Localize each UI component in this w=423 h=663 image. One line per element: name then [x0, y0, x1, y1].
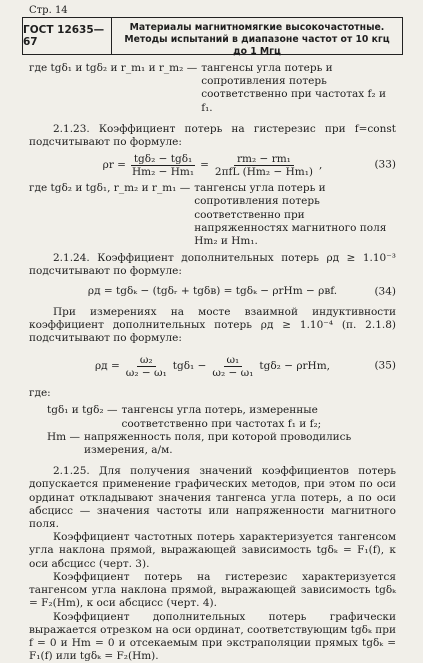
- definition-term: tgδ₁ и tgδ₂ —: [47, 404, 121, 430]
- page-content: [29, 62, 396, 663]
- definition-text: тангенсы угла потерь и сопротивления потерь соответственно при частотах f₂ и f₁.: [201, 62, 396, 115]
- formula-lhs: ρr =: [103, 159, 126, 172]
- denominator: Hm₂ − Hm₁: [129, 166, 197, 178]
- formula-lhs: ρд =: [95, 360, 120, 373]
- standard-title: Материалы магнитномягкие высокочастотные. Методы испытаний в диапазоне частот от 10 кгц до 1 Мгц: [112, 18, 402, 54]
- definition-block: [29, 404, 396, 430]
- definition-block: [29, 62, 396, 115]
- section-2-1-25: 2.1.25. Для получения значений коэффициентов потерь допускается применение графических методов, при этом по оси ординат откладывают значения тангенса угла потерь, а по оси абсцисс — значения частоты или напряженности магнитного поля.: [29, 465, 396, 531]
- section-2-1-24: 2.1.24. Коэффициент дополнительных потерь ρд ≥ 1.10⁻³ подсчитывают по формуле:: [29, 252, 396, 278]
- section-2-1-23: 2.1.23. Коэффициент потерь на гистерезис при f=const подсчитывают по формуле:: [29, 123, 396, 149]
- definition-term: где tgδ₁ и tgδ₂ и r_m₁ и r_m₂ —: [29, 62, 201, 115]
- fraction: [123, 354, 170, 379]
- numerator: ω₂: [137, 354, 156, 367]
- document-header: [22, 17, 403, 55]
- definition-term: где tgδ₂ и tgδ₁, r_m₂ и r_m₁ —: [29, 182, 194, 248]
- where-label: где:: [29, 387, 396, 400]
- fraction: [129, 153, 197, 178]
- definition-block: [29, 182, 396, 248]
- definition-block: [29, 431, 396, 457]
- definition-text: тангенсы угла потерь, измеренные соответственно при частотах f₁ и f₂;: [121, 404, 396, 430]
- standard-code: ГОСТ 12635—67: [23, 18, 112, 54]
- paragraph-hysteresis-losses: Коэффициент потерь на гистерезис характеризуется тангенсом угла наклона прямой, выражающей зависимость tgδₖ = F₂(Hm), к оси абсцисс (черт. 4).: [29, 571, 396, 611]
- paragraph-additional-losses: Коэффициент дополнительных потерь графически выражается отрезком на оси ординат, соответствующим tgδₖ при f = 0 и Hm = 0 и отсекаемым при экстраполяции прямых tgδₖ = F₁(f) или tgδₖ = F₂(Hm).: [29, 611, 396, 663]
- equals-sign: =: [200, 159, 209, 172]
- formula-33: [29, 152, 396, 178]
- formula-tail: tgδ₂ − ρrHm,: [259, 360, 330, 373]
- numerator: ω₁: [224, 354, 243, 367]
- formula-number: (33): [374, 159, 396, 172]
- formula-number: (34): [374, 285, 396, 298]
- formula-body: ρд = tgδₖ − (tgδᵣ + tgδв) = tgδₖ − ρrHm − ρвf.: [88, 285, 337, 298]
- formula-35: [29, 353, 396, 379]
- formula-number: (35): [374, 360, 396, 373]
- definition-text: тангенсы угла потерь и сопротивления потерь соответственно при напряженностях магнитного поля Hm₂ и Hm₁.: [194, 182, 396, 248]
- fraction: [209, 354, 256, 379]
- definition-term: Hm —: [47, 431, 84, 457]
- formula-34: [29, 282, 396, 302]
- fraction: [212, 153, 316, 178]
- page-number: Стр. 14: [29, 5, 68, 16]
- denominator: ω₂ − ω₁: [123, 367, 170, 379]
- definition-text: напряженность поля, при которой проводились измерения, а/м.: [84, 431, 396, 457]
- numerator: rm₂ − rm₁: [234, 153, 294, 166]
- denominator: ω₂ − ω₁: [209, 367, 256, 379]
- paragraph-frequency-losses: Коэффициент частотных потерь характеризуется тангенсом угла наклона прямой, выражающей зависимость tgδₖ = F₁(f), к оси абсцисс (черт. 3).: [29, 531, 396, 571]
- formula-tail: ,: [319, 159, 322, 172]
- denominator: 2πfL (Hm₂ − Hm₁): [212, 166, 316, 178]
- numerator: tgδ₂ − tgδ₁: [131, 153, 195, 166]
- paragraph-mutual-inductance: При измерениях на мосте взаимной индуктивности коэффициент дополнительных потерь ρд ≥ 1.10⁻⁴ (п. 2.1.8) подсчитывают по формуле:: [29, 306, 396, 346]
- formula-middle: tgδ₁ −: [173, 360, 207, 373]
